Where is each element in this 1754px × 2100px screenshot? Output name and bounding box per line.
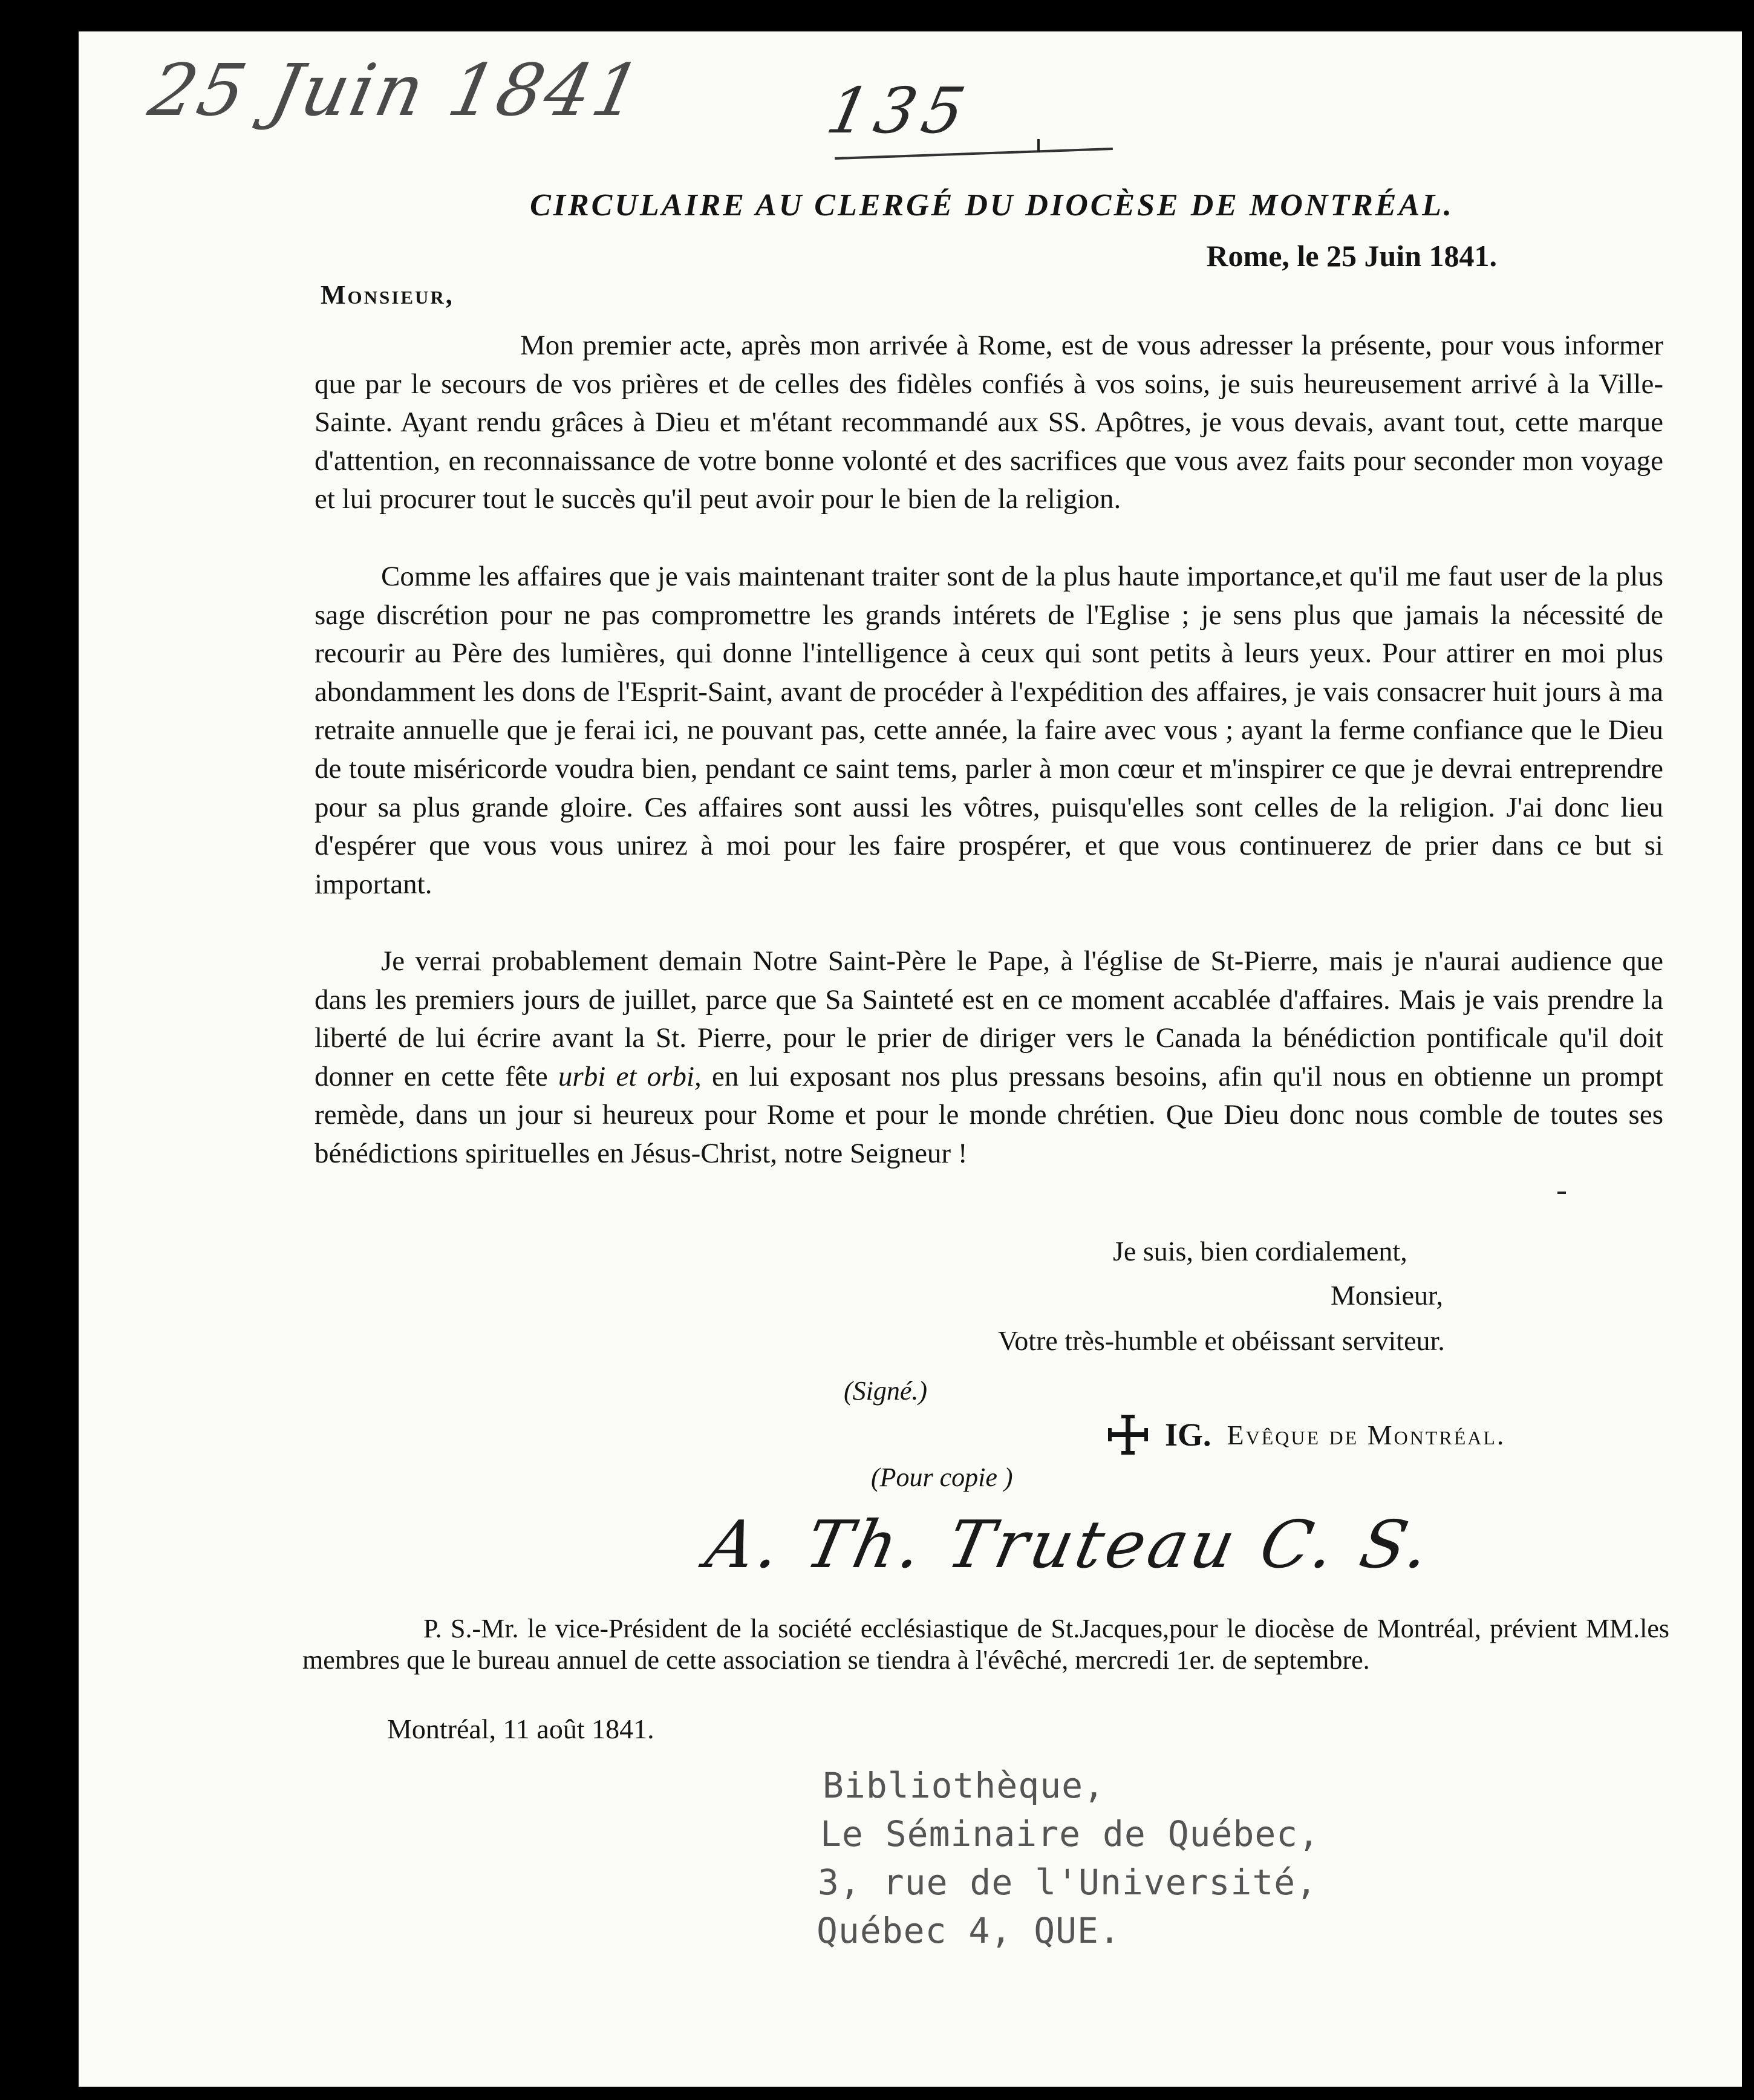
signed-note: (Signé.) <box>844 1376 928 1406</box>
circular-heading: CIRCULAIRE AU CLERGÉ DU DIOCÈSE DE MONTRÉAL. <box>530 188 1454 223</box>
stamp-line-2: Le Séminaire de Québec, <box>820 1813 1320 1854</box>
postscript-date: Montréal, 11 août 1841. <box>387 1714 654 1744</box>
postscript <box>302 1613 1669 1676</box>
paragraph-2-text: Comme les affaires que je vais maintenant traiter sont de la plus haute importance,et qu'il me faut user de la plus sage discrétion pour ne pas compromettre les grands intérets de l'Eglise ; je sens plus que jamais la nécessité de recourir au Père des lumières, qui donne l'intelligence à ceux qui sont petits à leurs yeux. Pour attirer en moi plus abondamment les dons de l'Esprit-Saint, avant de procéder à l'expédition des affaires, je vais consacrer huit jours à ma retraite annuelle que je ferai ici, ne pouvant pas, cette année, la faire avec vous ; ayant la ferme confiance que le Dieu de toute miséricorde voudra bien, pendant ce saint tems, parler à mon cœur et m'inspirer ce que je devrai entreprendre pour sa plus grande gloire. Ces affaires sont aussi les vôtres, puisqu'elles sont celles de la religion. J'ai donc lieu d'espérer que vous vous unirez à moi pour les faire prospérer, et que vous continuerez de prier dans ce but si important. <box>315 561 1663 900</box>
document-page <box>79 31 1742 2087</box>
paragraph-3 <box>315 942 1663 1173</box>
ink-mark <box>1037 139 1040 152</box>
episcopal-cross-icon <box>1107 1414 1149 1456</box>
stamp-line-4: Québec 4, QUE. <box>817 1910 1121 1951</box>
paragraph-3-italic: urbi et orbi, <box>558 1060 702 1092</box>
ink-mark <box>1557 1192 1566 1194</box>
place-date: Rome, le 25 Juin 1841. <box>1206 239 1497 273</box>
paragraph-2 <box>315 558 1663 904</box>
salutation: Monsieur, <box>321 280 454 310</box>
folio-underline <box>835 148 1113 160</box>
bishop-initials: IG. <box>1165 1417 1211 1453</box>
library-stamp <box>817 1761 1320 1955</box>
stamp-line-1: Bibliothèque, <box>823 1765 1105 1806</box>
paragraph-1-text: Mon premier acte, après mon arrivée à Rome, est de vous adresser la présente, pour vous informer que par le secours de vos prières et de celles des fidèles confiés à vos soins, je suis heureusement arrivé à la Ville-Sainte. Ayant rendu grâces à Dieu et m'étant recommandé aux SS. Apôtres, je vous devais, avant tout, cette marque d'attention, en reconnaissance de votre bonne volonté et des sacrifices que vous avez faits pour seconder mon voyage et lui procurer tout le succès qu'il peut avoir pour le bien de la religion. <box>315 330 1663 515</box>
folio-number: 135 <box>821 74 979 148</box>
paragraph-3-text <box>315 942 1663 1173</box>
copy-note: (Pour copie ) <box>871 1462 1013 1492</box>
paragraph-3-after: en lui exposant nos plus pressans besoins, afin qu'il nous en obtienne un prompt remède, dans un jour si heureux pour Rome et pour le monde chrétien. Que Dieu donc nous comble de toutes ses bénédictions spirituelles en Jésus-Christ, notre Seigneur ! <box>315 1060 1663 1169</box>
bishop-title: Evêque de Montréal. <box>1227 1419 1506 1450</box>
closing-line-3: Votre très-humble et obéissant serviteur. <box>998 1325 1445 1356</box>
bishop-signature-line <box>1107 1414 1505 1456</box>
paragraph-1 <box>315 327 1663 519</box>
handwritten-date-note: 25 Juin 1841 <box>142 48 651 132</box>
stamp-line-3: 3, rue de l'Université, <box>818 1862 1318 1903</box>
closing-line-2: Monsieur, <box>1331 1280 1443 1311</box>
postscript-text: P. S.-Mr. le vice-Président de la société ecclésiastique de St.Jacques,pour le diocèse de Montréal, prévient MM.les membres que le bureau annuel de cette association se tiendra à l'évêché, mercredi 1er. de septembre. <box>302 1614 1669 1675</box>
paragraph-3-before: Je verrai probablement demain Notre Saint-Père le Pape, à l'église de St-Pierre, mais je n'aurai audience que dans les premiers jours de juillet, parce que Sa Sainteté est en ce moment accablée d'affaires. Mais je vais prendre la liberté de lui écrire avant la St. Pierre, pour le prier de diriger vers le Canada la bénédiction pontificale qu'il doit donner en cette fête <box>315 945 1663 1092</box>
closing-line-1: Je suis, bien cordialement, <box>1113 1236 1407 1267</box>
copy-signature: A. Th. Truteau C. S. <box>699 1507 1440 1583</box>
